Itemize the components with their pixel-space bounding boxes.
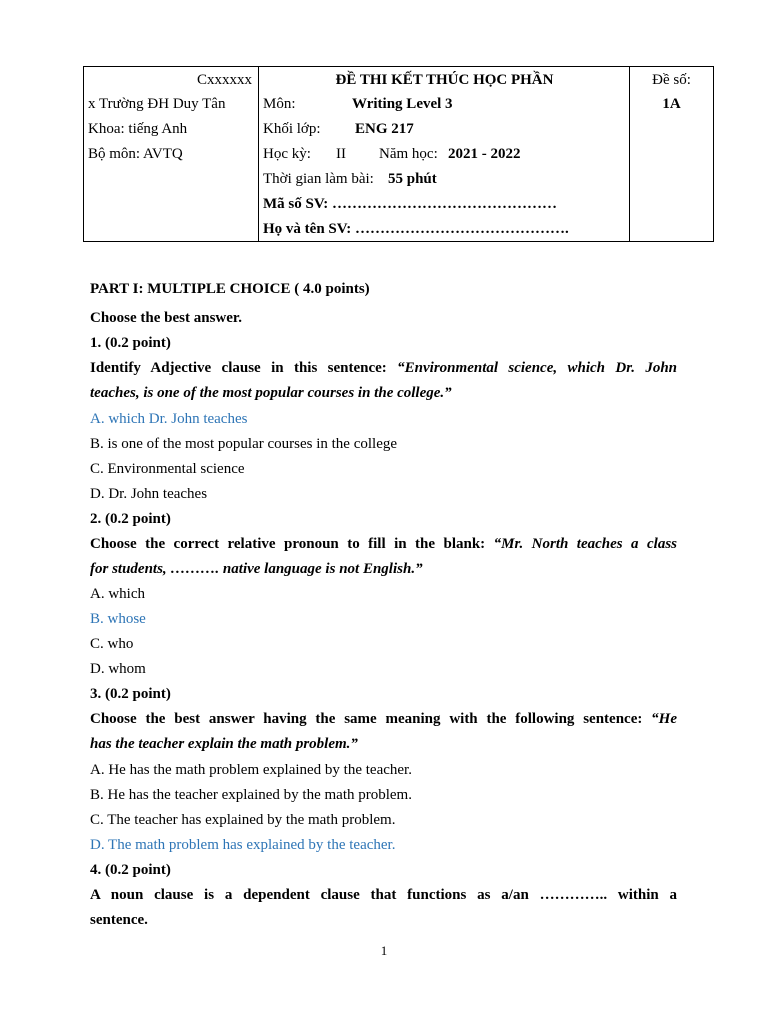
- question-4-title: 4. (0.2 point): [90, 862, 171, 878]
- student-id-field: Mã số SV: ………………………………………: [263, 196, 558, 212]
- header-exam-code-cell: [630, 67, 713, 241]
- question-3-prompt-line-1: Choose the best answer having the same meaning with the following sentence: “He: [90, 711, 677, 727]
- student-name-field: Họ và tên SV: …………………………………….: [263, 221, 569, 237]
- header-exam-info-cell: [259, 67, 630, 241]
- exam-header-table: [83, 66, 714, 242]
- question-2-option-c: C. who: [90, 636, 134, 652]
- question-1-prompt-line-1: Identify Adjective clause in this sentence: “Environmental science, which Dr. John: [90, 360, 678, 376]
- question-3-option-b: B. He has the teacher explained by the math problem.: [90, 787, 412, 803]
- school-code: Cxxxxxx: [196, 72, 252, 88]
- question-2-option-b: B. whose: [90, 611, 146, 627]
- question-2-prompt-line-1: Choose the correct relative pronoun to fill in the blank: “Mr. North teaches a class: [90, 536, 677, 552]
- question-2-prompt-line-2: for students, ………. native language is not English.”: [90, 561, 423, 577]
- question-1-option-a: A. which Dr. John teaches: [90, 411, 248, 427]
- school-name: x Trường ĐH Duy Tân: [88, 96, 226, 112]
- department: Bộ môn: AVTQ: [88, 146, 183, 162]
- question-1-title: 1. (0.2 point): [90, 335, 171, 351]
- subject-value: Writing Level 3: [352, 96, 453, 112]
- instruction: Choose the best answer.: [90, 310, 242, 326]
- subject-label: Môn:: [263, 96, 296, 112]
- time-label: Thời gian làm bài:: [263, 171, 374, 187]
- exam-code-value: 1A: [662, 96, 681, 112]
- year-label: Năm học:: [379, 146, 438, 162]
- question-2-option-d: D. whom: [90, 661, 146, 677]
- header-school-cell: [84, 67, 259, 241]
- question-3-prompt-line-2: has the teacher explain the math problem.”: [90, 736, 358, 752]
- question-4-prompt-line-1: A noun clause is a dependent clause that functions as a/an ………….. within a: [90, 887, 677, 903]
- faculty: Khoa: tiếng Anh: [88, 121, 188, 137]
- page-number: 1: [380, 943, 388, 958]
- exam-code-label: Đề số:: [652, 72, 691, 88]
- question-3-title: 3. (0.2 point): [90, 686, 171, 702]
- question-1-prompt-line-2: teaches, is one of the most popular courses in the college.”: [90, 385, 452, 401]
- exam-title: ĐỀ THI KẾT THÚC HỌC PHẦN: [335, 72, 554, 88]
- year-value: 2021 - 2022: [448, 146, 521, 162]
- question-1-option-d: D. Dr. John teaches: [90, 486, 208, 502]
- question-3-option-d: D. The math problem has explained by the teacher.: [90, 837, 396, 853]
- question-3-option-c: C. The teacher has explained by the math problem.: [90, 812, 396, 828]
- class-label: Khối lớp:: [263, 121, 321, 137]
- part-title: PART I: MULTIPLE CHOICE ( 4.0 points): [90, 281, 370, 297]
- class-value: ENG 217: [355, 121, 414, 137]
- question-1-option-c: C. Environmental science: [90, 461, 245, 477]
- term-label: Học kỳ:: [263, 146, 311, 162]
- question-1-option-b: B. is one of the most popular courses in the college: [90, 436, 398, 452]
- time-value: 55 phút: [388, 171, 437, 187]
- question-2-title: 2. (0.2 point): [90, 511, 171, 527]
- question-3-option-a: A. He has the math problem explained by the teacher.: [90, 762, 412, 778]
- question-4-prompt-line-2: sentence.: [90, 912, 148, 928]
- term-value: II: [336, 146, 346, 162]
- question-2-option-a: A. which: [90, 586, 145, 602]
